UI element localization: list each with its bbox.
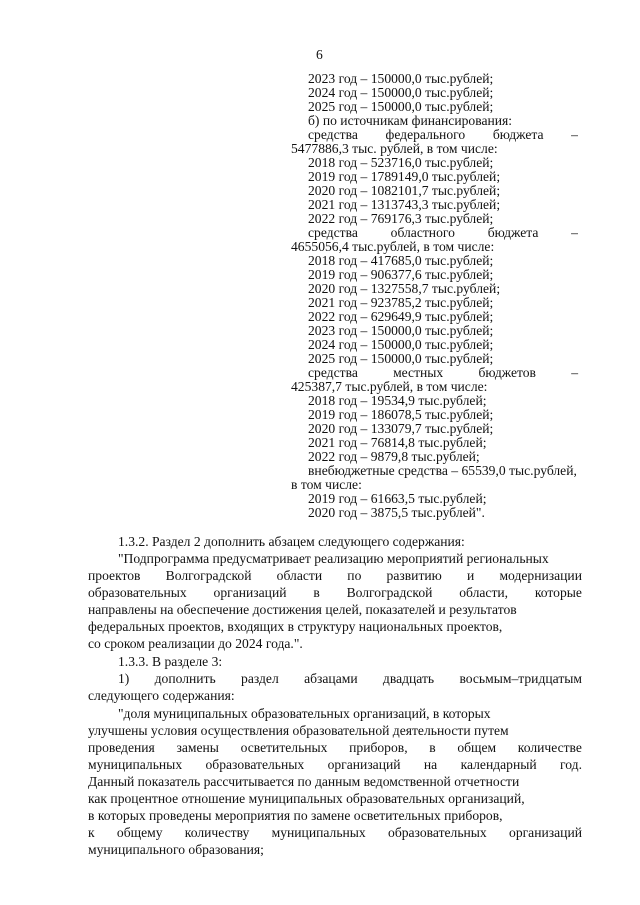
- regional-year-line: 2024 год – 150000,0 тыс.рублей;: [308, 337, 494, 352]
- regional-year-line: 2020 год – 1327558,7 тыс.рублей;: [308, 281, 501, 296]
- local-year-line: 2018 год – 19534,9 тыс.рублей;: [308, 393, 487, 408]
- section-1-3-3-heading: 1.3.3. В разделе 3:: [118, 654, 223, 669]
- regional-word-3: бюджета: [487, 225, 539, 240]
- regional-budget-total: 4655056,4 тыс.рублей, в том числе:: [291, 239, 495, 254]
- regional-year-line: 2019 год – 906377,6 тыс.рублей;: [308, 267, 494, 282]
- word: календарный: [460, 757, 537, 772]
- section-1-3-3-item1-line: следующего содержания:: [88, 688, 235, 703]
- funding-sources-heading: б) по источникам финансирования:: [308, 113, 513, 128]
- regional-word-2: областного: [390, 225, 455, 240]
- word: образовательных: [88, 585, 187, 600]
- regional-word-1: средства: [308, 225, 358, 240]
- federal-budget-heading: [308, 128, 578, 142]
- word: области,: [459, 585, 509, 600]
- word: количеству: [184, 825, 250, 840]
- federal-word-3: бюджета: [492, 127, 544, 142]
- extrabudgetary-total: в том числе:: [291, 477, 362, 492]
- word: замены: [176, 740, 219, 755]
- regional-word-4: –: [571, 225, 578, 240]
- section-1-3-2-text-line: "Подпрограмма предусматривает реализацию мероприятий региональных: [118, 551, 549, 566]
- page-number: 6: [316, 47, 323, 62]
- word: восьмым–тридцатым: [459, 671, 582, 686]
- section-1-3-3-item1-line: [118, 672, 582, 686]
- quote-line: [88, 741, 582, 755]
- word: абзацами: [304, 671, 358, 686]
- word: муниципальных: [271, 825, 366, 840]
- funding-line: 2023 год – 150000,0 тыс.рублей;: [308, 71, 494, 86]
- local-word-4: –: [571, 365, 578, 380]
- section-1-3-2-text-line: [88, 569, 582, 583]
- word: организаций: [509, 825, 582, 840]
- word: и: [466, 568, 475, 583]
- quote-line: Данный показатель рассчитывается по данным ведомственной отчетности: [88, 774, 520, 789]
- word: в: [429, 740, 436, 755]
- word: дополнить: [154, 671, 216, 686]
- word: муниципальных: [88, 757, 183, 772]
- federal-year-line: 2021 год – 1313743,3 тыс.рублей;: [308, 197, 501, 212]
- federal-year-line: 2019 год – 1789149,0 тыс.рублей;: [308, 169, 501, 184]
- federal-year-line: 2020 год – 1082101,7 тыс.рублей;: [308, 183, 501, 198]
- word: осветительных: [240, 740, 328, 755]
- federal-year-line: 2018 год – 523716,0 тыс.рублей;: [308, 155, 494, 170]
- local-word-2: местных: [393, 365, 444, 380]
- federal-budget-total: 5477886,3 тыс. рублей, в том числе:: [291, 141, 498, 156]
- extrabudgetary-year-line: 2019 год – 61663,5 тыс.рублей;: [308, 491, 487, 506]
- word: образовательных: [205, 757, 305, 772]
- word: общему: [116, 825, 163, 840]
- word: Волгоградской: [165, 568, 252, 583]
- local-word-3: бюджетов: [478, 365, 536, 380]
- word: общем: [457, 740, 497, 755]
- funding-line: 2025 год – 150000,0 тыс.рублей;: [308, 99, 494, 114]
- word: организаций: [213, 585, 287, 600]
- word: области: [276, 568, 323, 583]
- section-1-3-2-text-line: со сроком реализации до 2024 года.".: [88, 636, 303, 651]
- federal-word-1: средства: [308, 127, 358, 142]
- quote-line: муниципального образования;: [88, 842, 264, 857]
- regional-year-line: 2023 год – 150000,0 тыс.рублей;: [308, 323, 494, 338]
- regional-year-line: 2021 год – 923785,2 тыс.рублей;: [308, 295, 494, 310]
- local-year-line: 2019 год – 186078,5 тыс.рублей;: [308, 407, 494, 422]
- local-year-line: 2020 год – 133079,7 тыс.рублей;: [308, 421, 494, 436]
- extrabudgetary-year-line: 2020 год – 3875,5 тыс.рублей".: [308, 505, 485, 520]
- quote-line: как процентное отношение муниципальных образовательных организаций,: [88, 791, 525, 806]
- word: организаций: [327, 757, 401, 772]
- regional-year-line: 2025 год – 150000,0 тыс.рублей;: [308, 351, 494, 366]
- quote-line: в которых проведены мероприятия по замене осветительных приборов,: [88, 808, 503, 823]
- quote-line: [88, 826, 582, 840]
- local-word-1: средства: [308, 365, 358, 380]
- word: по: [347, 568, 362, 583]
- local-budget-total: 425387,7 тыс.рублей, в том числе:: [291, 379, 488, 394]
- quote-line: улучшены условия осуществления образовательной деятельности путем: [88, 723, 509, 738]
- word: количестве: [517, 740, 582, 755]
- local-year-line: 2022 год – 9879,8 тыс.рублей;: [308, 449, 480, 464]
- word: двадцать: [382, 671, 435, 686]
- word: раздел: [241, 671, 279, 686]
- word: проведения: [88, 740, 155, 755]
- federal-year-line: 2022 год – 769176,3 тыс.рублей;: [308, 211, 494, 226]
- word: в: [313, 585, 320, 600]
- word: на: [423, 757, 438, 772]
- regional-year-line: 2018 год – 417685,0 тыс.рублей;: [308, 253, 494, 268]
- federal-word-4: –: [571, 127, 578, 142]
- local-budget-heading: [308, 366, 578, 380]
- word: модернизации: [499, 568, 582, 583]
- local-year-line: 2021 год – 76814,8 тыс.рублей;: [308, 435, 487, 450]
- word: образовательных: [388, 825, 487, 840]
- regional-year-line: 2022 год – 629649,9 тыс.рублей;: [308, 309, 494, 324]
- quote-line: "доля муниципальных образовательных организаций, в которых: [118, 706, 491, 721]
- section-1-3-2-text-line: [88, 586, 582, 600]
- section-1-3-2-heading: 1.3.2. Раздел 2 дополнить абзацем следующего содержания:: [118, 534, 465, 549]
- word: проектов: [88, 568, 141, 583]
- word: развитию: [386, 568, 442, 583]
- word: приборов,: [349, 740, 408, 755]
- word: 1): [118, 671, 130, 686]
- section-1-3-2-text-line: направлены на обеспечение достижения целей, показателей и результатов: [88, 602, 517, 617]
- word: год.: [560, 757, 582, 772]
- word: которые: [534, 585, 582, 600]
- funding-line: 2024 год – 150000,0 тыс.рублей;: [308, 85, 494, 100]
- section-1-3-2-text-line: федеральных проектов, входящих в структуру национальных проектов,: [88, 619, 503, 634]
- regional-budget-heading: [308, 226, 578, 240]
- word: Волгоградской: [346, 585, 433, 600]
- federal-word-2: федерального: [385, 127, 466, 142]
- quote-line: [88, 758, 582, 772]
- extrabudgetary-heading: внебюджетные средства – 65539,0 тыс.рублей,: [308, 463, 577, 478]
- word: к: [88, 825, 95, 840]
